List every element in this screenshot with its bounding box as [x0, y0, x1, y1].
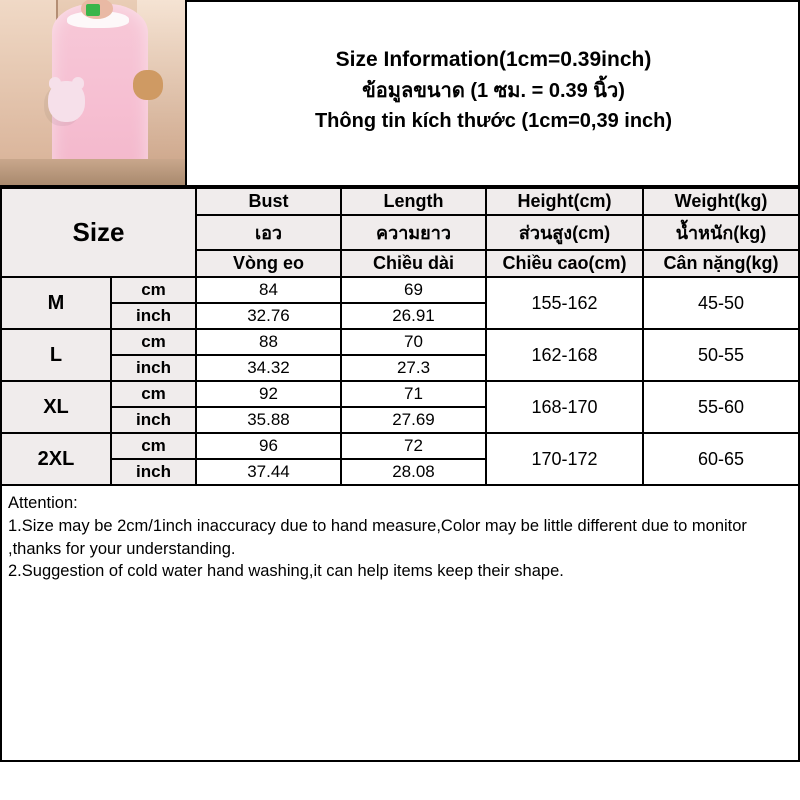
col-header-height-en: Height(cm)	[486, 188, 643, 215]
attention-block	[0, 486, 800, 583]
l-height: 162-168	[486, 329, 643, 381]
photo-bear-bag	[48, 81, 85, 122]
bottom-border	[0, 760, 800, 762]
col-header-bust-vi: Vòng eo	[196, 250, 341, 277]
row-size-m: M	[1, 277, 111, 329]
row-size-l: L	[1, 329, 111, 381]
unit-inch: inch	[111, 407, 196, 433]
title-block	[187, 0, 800, 185]
table-row	[1, 329, 799, 355]
unit-inch: inch	[111, 459, 196, 485]
table-row	[1, 277, 799, 303]
table-row	[1, 381, 799, 407]
xxl-bust-cm: 96	[196, 433, 341, 459]
photo-floor	[0, 159, 185, 185]
row-size-2xl: 2XL	[1, 433, 111, 485]
xxl-length-inch: 28.08	[341, 459, 486, 485]
l-length-cm: 70	[341, 329, 486, 355]
unit-inch: inch	[111, 355, 196, 381]
m-length-cm: 69	[341, 277, 486, 303]
row-size-xl: XL	[1, 381, 111, 433]
size-header-cell: Size	[1, 188, 196, 277]
photo-badge-icon	[86, 4, 100, 16]
unit-inch: inch	[111, 303, 196, 329]
xxl-length-cm: 72	[341, 433, 486, 459]
unit-cm: cm	[111, 381, 196, 407]
page-title-th: ข้อมูลขนาด (1 ซม. = 0.39 นิ้ว)	[362, 79, 625, 102]
col-header-height-vi: Chiều cao(cm)	[486, 250, 643, 277]
col-header-weight-en: Weight(kg)	[643, 188, 799, 215]
page-title-vi: Thông tin kích thước (1cm=0,39 inch)	[314, 110, 673, 133]
size-table	[0, 187, 800, 486]
unit-cm: cm	[111, 329, 196, 355]
col-header-height-th: ส่วนสูง(cm)	[486, 215, 643, 250]
unit-cm: cm	[111, 433, 196, 459]
attention-heading: Attention:	[8, 494, 78, 512]
xl-bust-inch: 35.88	[196, 407, 341, 433]
attention-line-1: 1.Size may be 2cm/1inch inaccuracy due to hand measure,Color may be little different due to monitor ,thanks for your understanding.	[8, 516, 747, 558]
table-header-row-en	[1, 188, 799, 215]
col-header-weight-vi: Cân nặng(kg)	[643, 250, 799, 277]
m-height: 155-162	[486, 277, 643, 329]
l-weight: 50-55	[643, 329, 799, 381]
col-header-weight-th: น้ำหนัก(kg)	[643, 215, 799, 250]
unit-cm: cm	[111, 277, 196, 303]
m-length-inch: 26.91	[341, 303, 486, 329]
xl-weight: 55-60	[643, 381, 799, 433]
product-photo	[0, 0, 187, 185]
header	[0, 0, 800, 187]
m-bust-inch: 32.76	[196, 303, 341, 329]
table-row	[1, 433, 799, 459]
xxl-weight: 60-65	[643, 433, 799, 485]
xl-length-inch: 27.69	[341, 407, 486, 433]
xl-height: 168-170	[486, 381, 643, 433]
col-header-length-th: ความยาว	[341, 215, 486, 250]
col-header-bust-th: เอว	[196, 215, 341, 250]
l-length-inch: 27.3	[341, 355, 486, 381]
l-bust-cm: 88	[196, 329, 341, 355]
xxl-bust-inch: 37.44	[196, 459, 341, 485]
photo-teddy-bear	[133, 70, 163, 100]
col-header-bust-en: Bust	[196, 188, 341, 215]
m-bust-cm: 84	[196, 277, 341, 303]
xl-bust-cm: 92	[196, 381, 341, 407]
m-weight: 45-50	[643, 277, 799, 329]
col-header-length-en: Length	[341, 188, 486, 215]
col-header-length-vi: Chiều dài	[341, 250, 486, 277]
xl-length-cm: 71	[341, 381, 486, 407]
attention-line-2: 2.Suggestion of cold water hand washing,it can help items keep their shape.	[8, 562, 564, 581]
l-bust-inch: 34.32	[196, 355, 341, 381]
page-title-en: Size Information(1cm=0.39inch)	[335, 48, 652, 72]
xxl-height: 170-172	[486, 433, 643, 485]
